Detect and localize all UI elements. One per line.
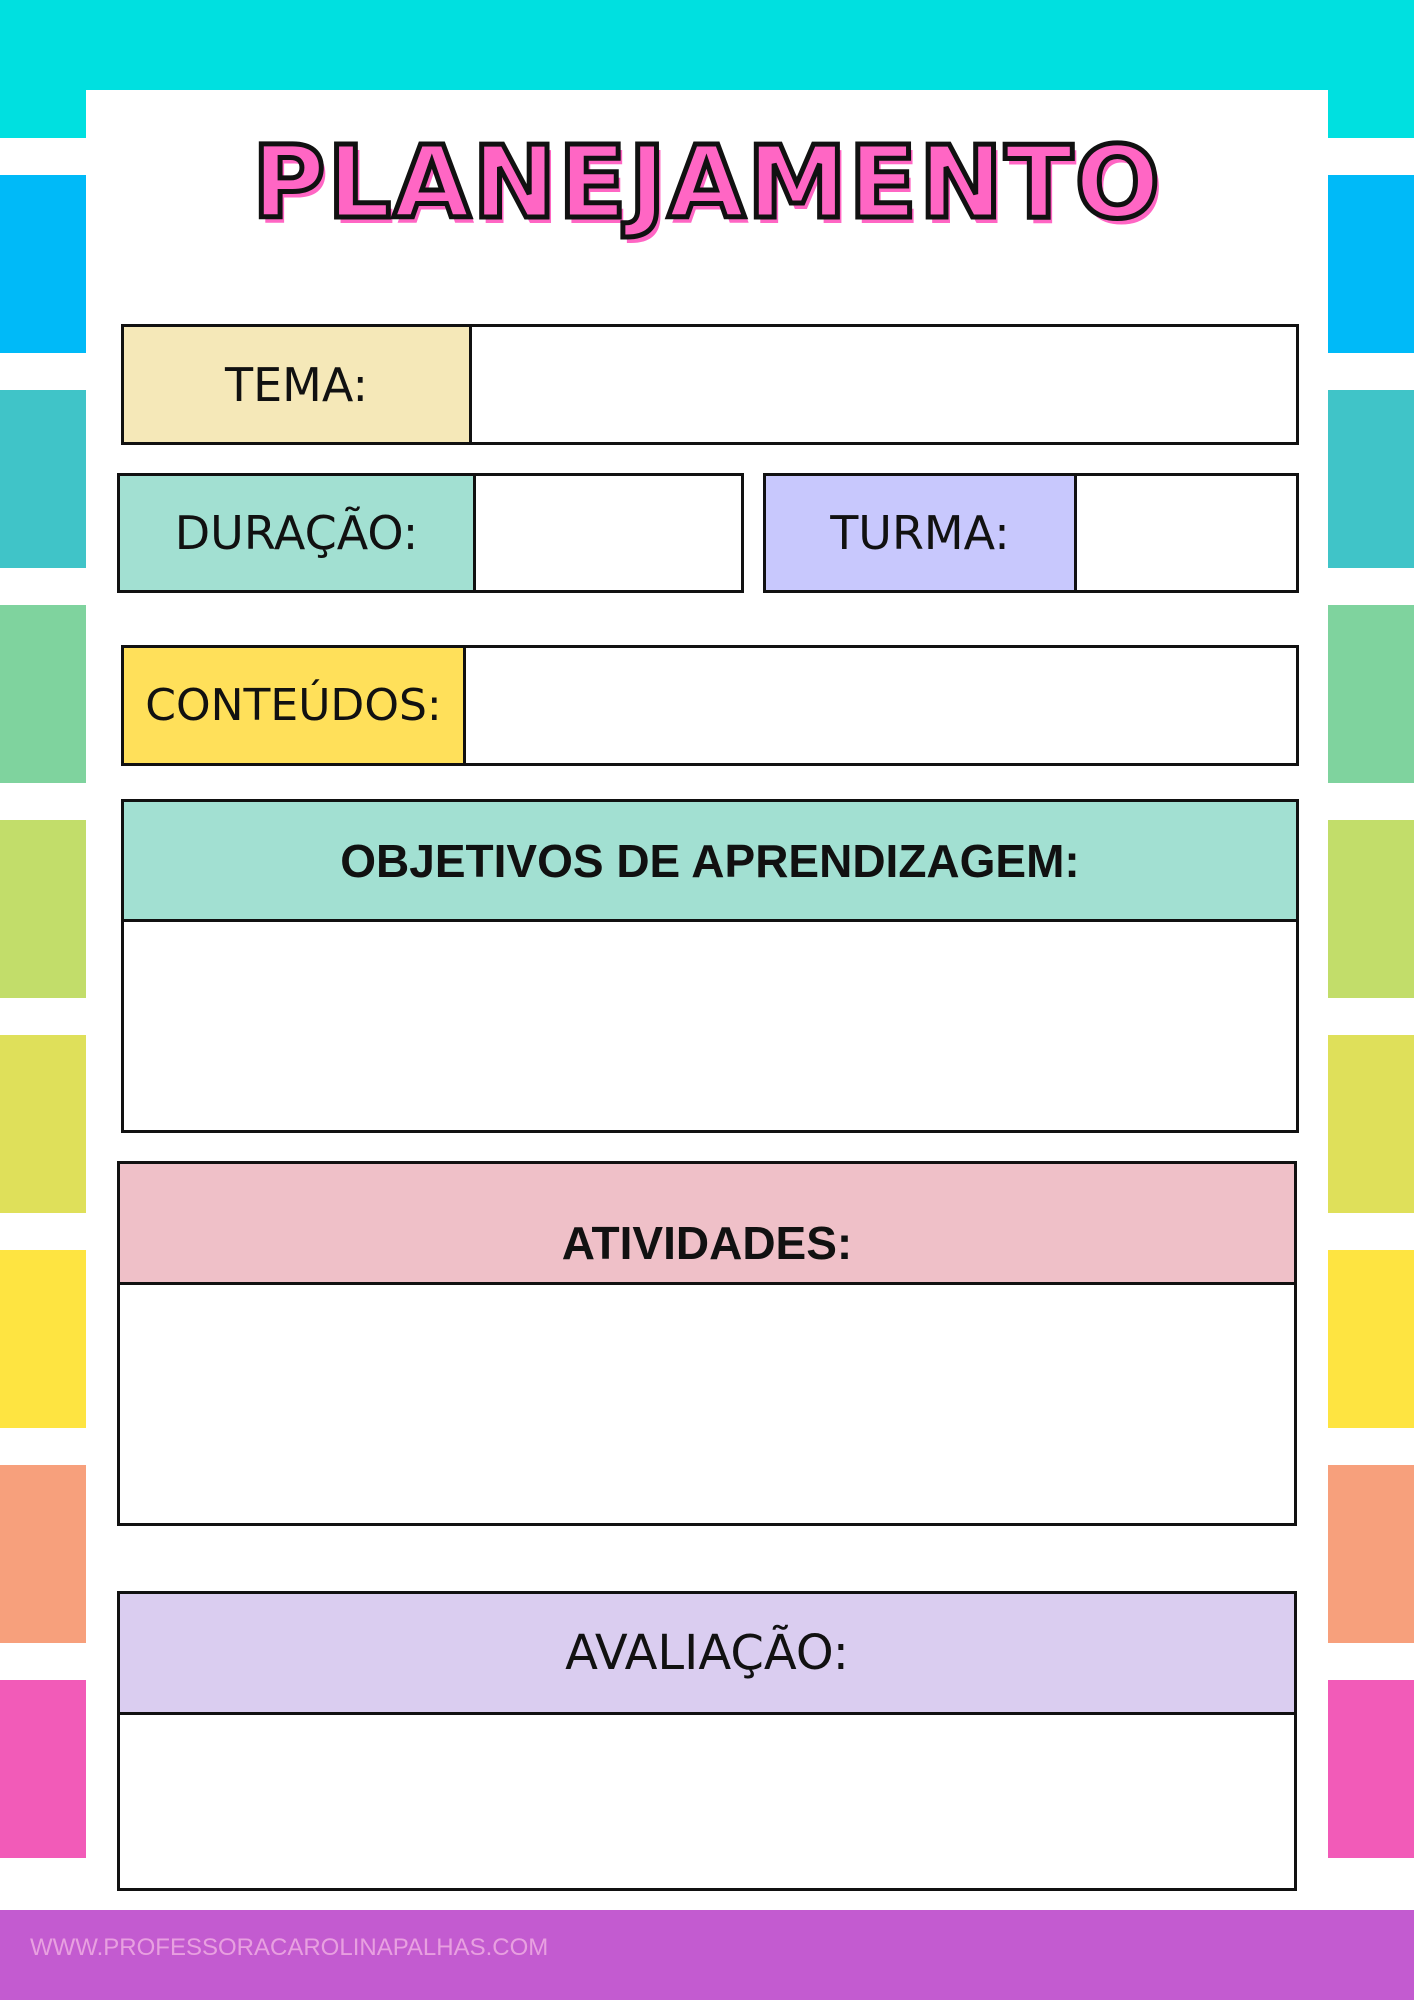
atividades-section: [117, 1161, 1297, 1526]
side-stripe: [0, 1465, 86, 1643]
side-stripe: [0, 1680, 86, 1858]
side-stripe: [0, 605, 86, 783]
tema-field[interactable]: [121, 324, 1299, 445]
side-stripe: [0, 390, 86, 568]
avaliacao-title: AVALIAÇÃO:: [565, 1625, 849, 1681]
turma-label-text: TURMA:: [830, 506, 1010, 560]
objetivos-input-area[interactable]: [124, 922, 1296, 1130]
objetivos-header: [124, 802, 1296, 922]
duracao-field[interactable]: [117, 473, 744, 593]
side-stripe: [0, 175, 86, 353]
side-stripe: [0, 1035, 86, 1213]
atividades-title: ATIVIDADES:: [561, 1217, 853, 1269]
objetivos-section: [121, 799, 1299, 1133]
avaliacao-section: [117, 1591, 1297, 1891]
conteudos-field[interactable]: [121, 645, 1299, 766]
side-stripe: [1328, 605, 1414, 783]
turma-label: [766, 476, 1077, 590]
avaliacao-header: [120, 1594, 1294, 1715]
side-stripe: [1328, 390, 1414, 568]
conteudos-label-text: CONTEÚDOS:: [145, 680, 442, 731]
side-stripe: [1328, 1035, 1414, 1213]
tema-label-text: TEMA:: [224, 357, 368, 412]
side-stripe: [1328, 820, 1414, 998]
side-stripe: [0, 1250, 86, 1428]
side-stripe: [1328, 1680, 1414, 1858]
atividades-header: [120, 1164, 1294, 1285]
conteudos-label: [124, 648, 466, 763]
page-title: PLANEJAMENTO: [252, 124, 1162, 241]
atividades-input-area[interactable]: [120, 1285, 1294, 1523]
duracao-label: [120, 476, 476, 590]
avaliacao-input-area[interactable]: [120, 1715, 1294, 1888]
objetivos-title: OBJETIVOS DE APRENDIZAGEM:: [340, 834, 1080, 887]
side-stripe: [1328, 1465, 1414, 1643]
side-stripe: [0, 820, 86, 998]
tema-label: [124, 327, 472, 442]
turma-field[interactable]: [763, 473, 1299, 593]
duracao-label-text: DURAÇÃO:: [174, 506, 419, 560]
website-url[interactable]: WWW.PROFESSORACAROLINAPALHAS.COM: [30, 1934, 549, 1961]
side-stripe: [1328, 1250, 1414, 1428]
side-stripe: [1328, 175, 1414, 353]
